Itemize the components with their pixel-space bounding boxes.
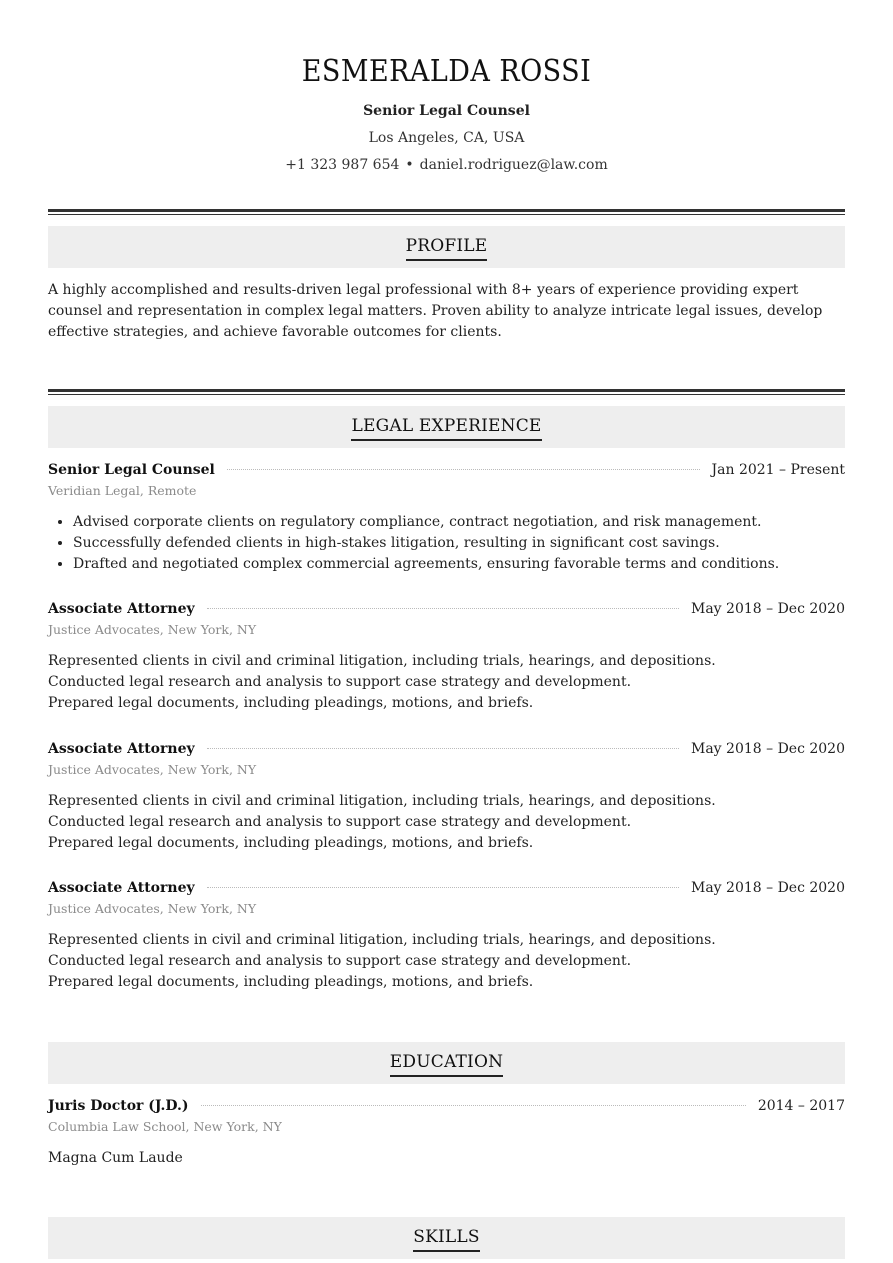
job-title: Associate Attorney (48, 741, 195, 757)
job-header (48, 460, 845, 480)
job-company: Justice Advocates, New York, NY (48, 622, 257, 637)
job-date: Jan 2021 – Present (711, 462, 845, 478)
experience-section-header (48, 406, 845, 448)
dotted-leader (207, 887, 679, 888)
education-header (48, 1096, 845, 1116)
job-description (48, 651, 845, 714)
skills-section-header (48, 1217, 845, 1259)
job-date: May 2018 – Dec 2020 (691, 601, 845, 617)
school-name: Columbia Law School, New York, NY (48, 1119, 282, 1134)
email-address[interactable]: daniel.rodriguez@law.com (419, 157, 608, 173)
job-company: Justice Advocates, New York, NY (48, 762, 257, 777)
profile-section-header (48, 226, 845, 268)
job-bullet: • Advised corporate clients on regulatory compliance, contract negotiation, and risk management. (73, 512, 845, 533)
dotted-leader (207, 748, 679, 749)
section-divider (48, 209, 845, 215)
job-line: Represented clients in civil and criminal litigation, including trials, hearings, and depositions. (48, 932, 716, 948)
job-title: Associate Attorney (48, 601, 195, 617)
job-date: May 2018 – Dec 2020 (691, 880, 845, 896)
job-company: Veridian Legal, Remote (48, 483, 197, 498)
job-line: Prepared legal documents, including pleadings, motions, and briefs. (48, 835, 534, 851)
job-header (48, 739, 845, 759)
job-bullet: • Successfully defended clients in high-stakes litigation, resulting in significant cost savings. (73, 533, 845, 554)
contact-separator: • (405, 157, 414, 173)
job-bullet: • Drafted and negotiated complex commercial agreements, ensuring favorable terms and conditions. (73, 554, 845, 575)
job-line: Conducted legal research and analysis to support case strategy and development. (48, 953, 632, 969)
job-line: Represented clients in civil and criminal litigation, including trials, hearings, and depositions. (48, 793, 716, 809)
job-line: Represented clients in civil and criminal litigation, including trials, hearings, and depositions. (48, 653, 716, 669)
job-header (48, 599, 845, 619)
candidate-role: Senior Legal Counsel (363, 103, 530, 119)
education-section-title: EDUCATION (390, 1051, 503, 1077)
experience-section-title: LEGAL EXPERIENCE (351, 415, 541, 441)
job-description (48, 930, 845, 993)
job-line: Conducted legal research and analysis to support case strategy and development. (48, 674, 632, 690)
contact-line (48, 156, 845, 174)
profile-summary: A highly accomplished and results-driven legal professional with 8+ years of experience providing expert counsel and representation in complex legal matters. Proven ability to analyze intricate legal issues, develop effective strategies, and achieve favorable outcomes for clients. (48, 282, 823, 340)
candidate-location: Los Angeles, CA, USA (368, 130, 525, 146)
job-bullets (48, 512, 845, 575)
job-line: Conducted legal research and analysis to support case strategy and development. (48, 814, 632, 830)
phone-number: +1 323 987 654 (285, 157, 400, 173)
education-section-header (48, 1042, 845, 1084)
dotted-leader (201, 1105, 746, 1106)
section-divider (48, 389, 845, 395)
education-honors: Magna Cum Laude (48, 1150, 183, 1166)
job-line: Prepared legal documents, including pleadings, motions, and briefs. (48, 695, 534, 711)
dotted-leader (227, 469, 700, 470)
dotted-leader (207, 608, 679, 609)
job-header (48, 878, 845, 898)
job-date: May 2018 – Dec 2020 (691, 741, 845, 757)
skills-section-title: SKILLS (413, 1226, 480, 1252)
job-title: Associate Attorney (48, 880, 195, 896)
education-date: 2014 – 2017 (757, 1098, 845, 1114)
candidate-name: ESMERALDA ROSSI (301, 54, 592, 89)
job-line: Prepared legal documents, including pleadings, motions, and briefs. (48, 974, 534, 990)
job-title: Senior Legal Counsel (48, 462, 215, 478)
job-description (48, 791, 845, 854)
job-company: Justice Advocates, New York, NY (48, 901, 257, 916)
degree-title: Juris Doctor (J.D.) (48, 1098, 189, 1114)
profile-section-title: PROFILE (406, 235, 488, 261)
